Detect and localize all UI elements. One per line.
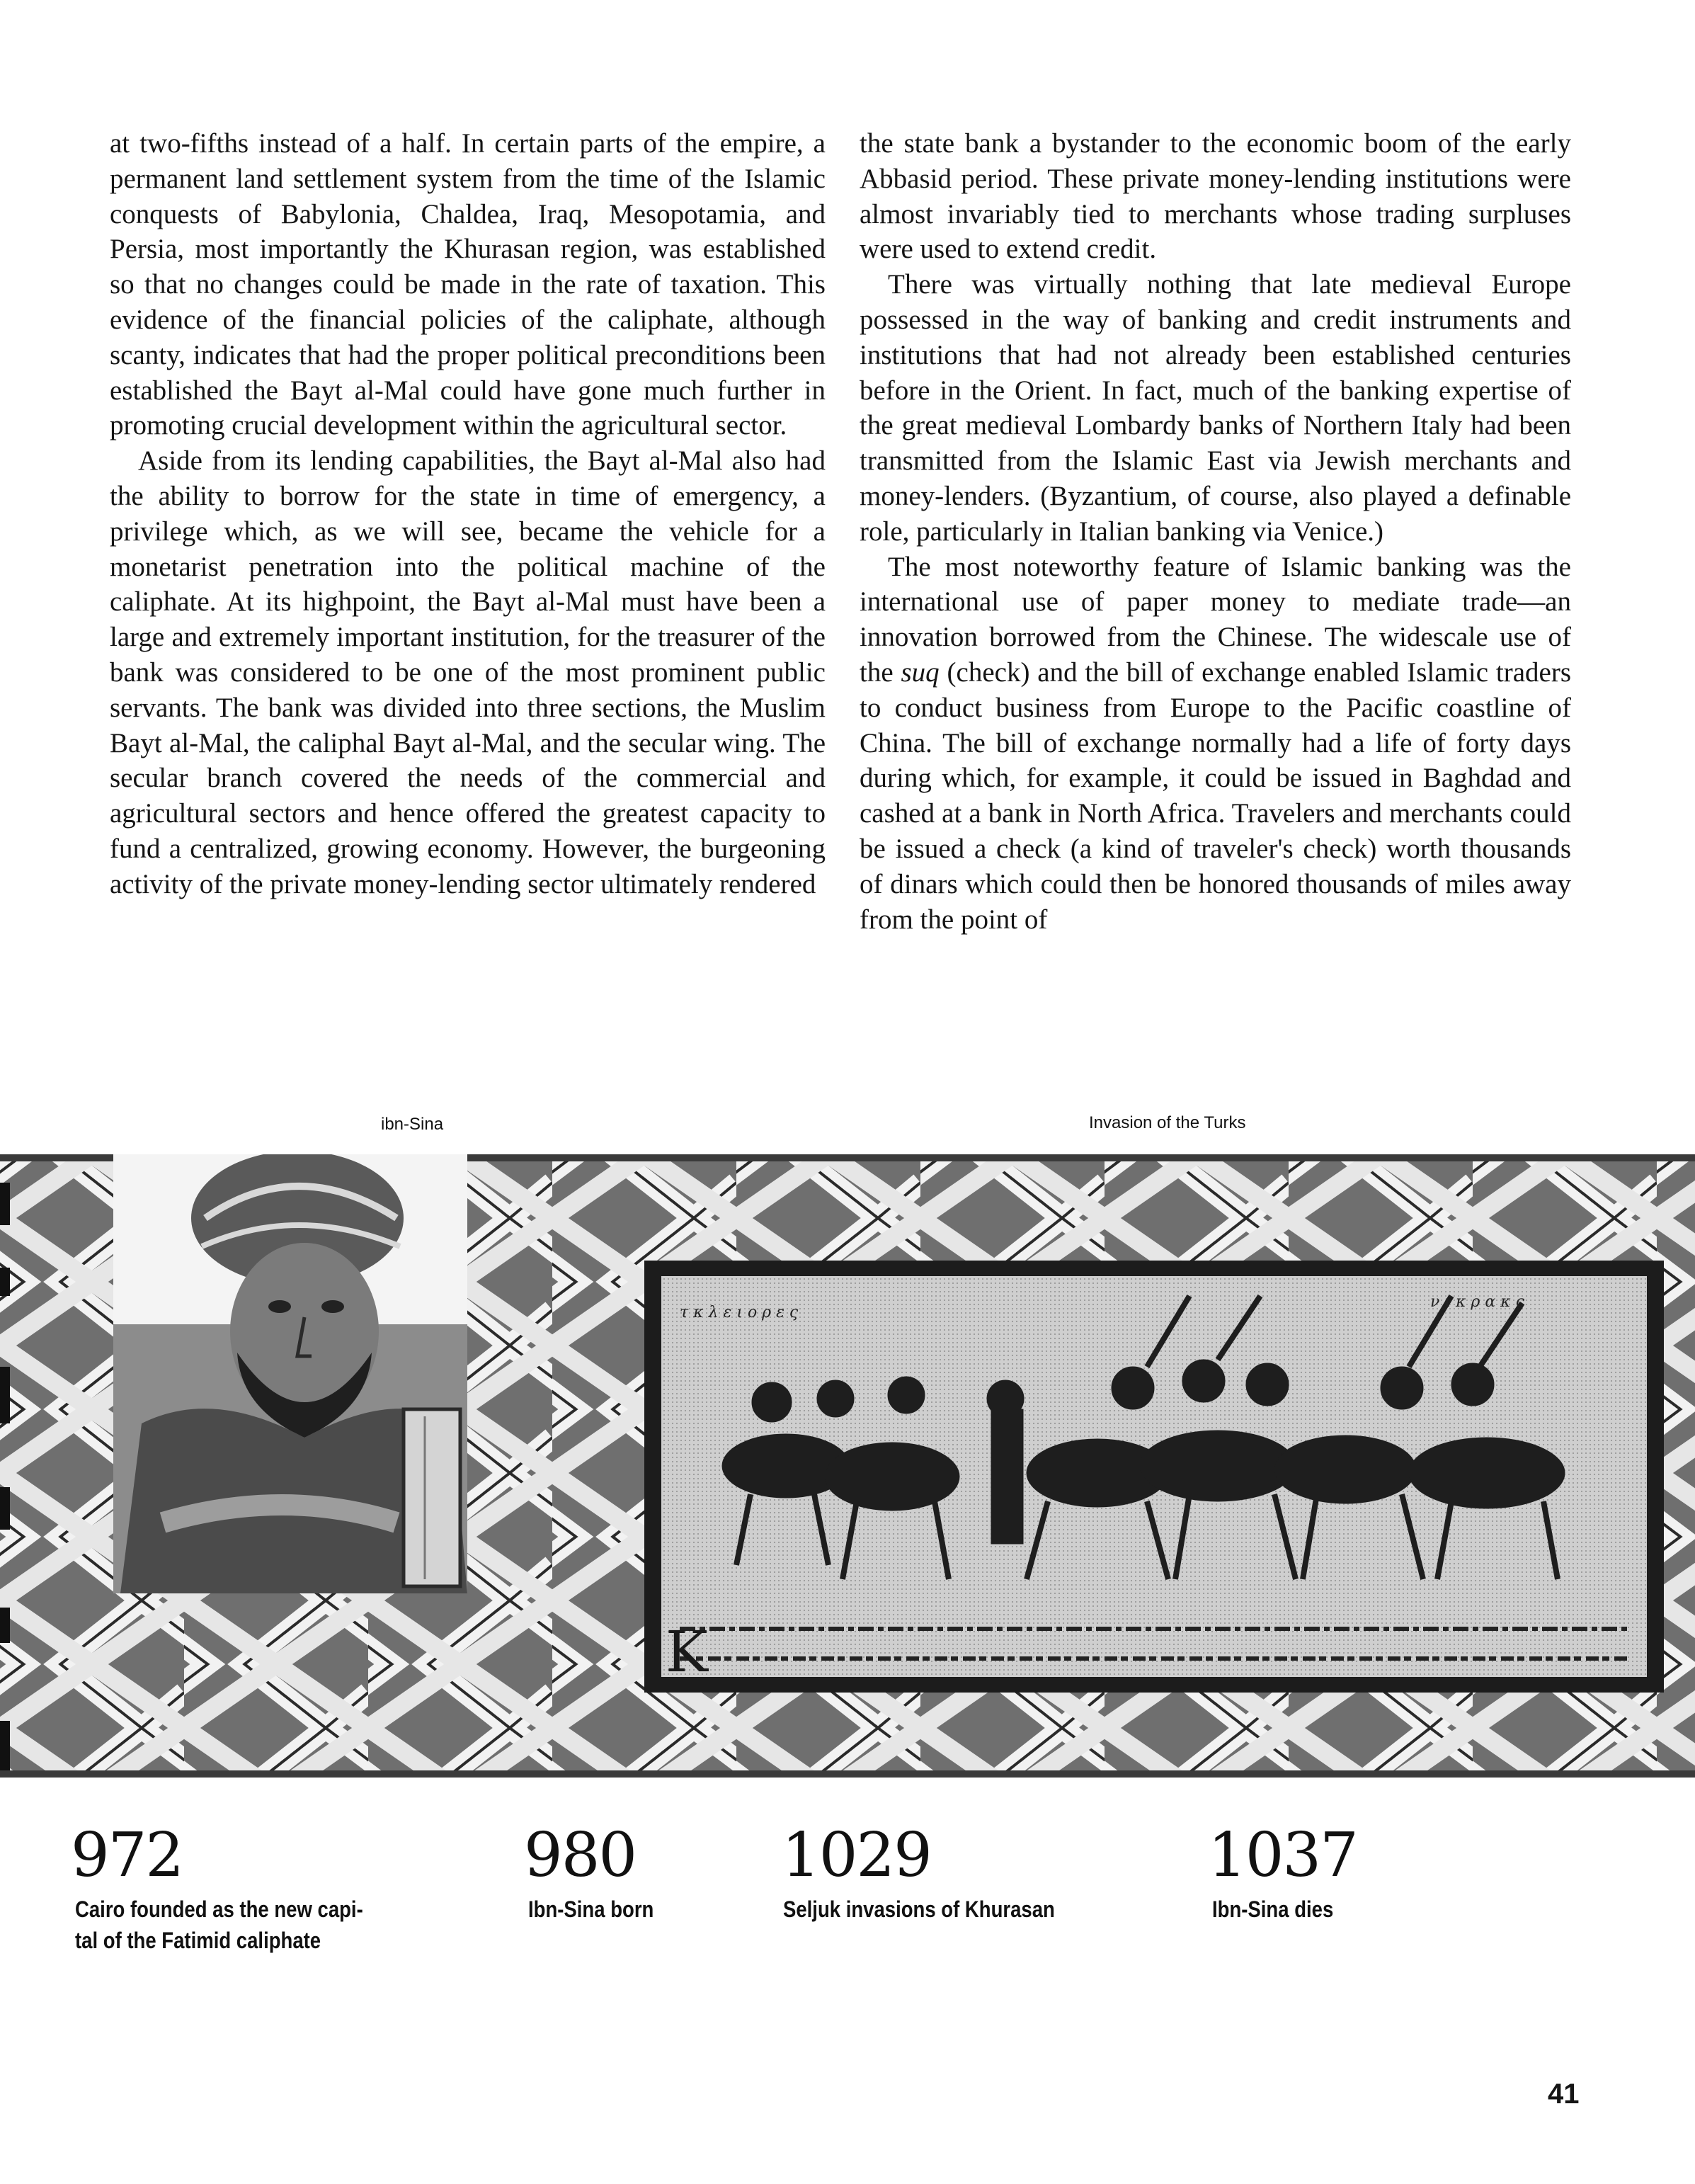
timeline-text-1029 bbox=[783, 1894, 1055, 1925]
timeline-text-line: Cairo founded as the new capi- bbox=[75, 1896, 363, 1922]
timeline-text-line: Seljuk invasions of Khurasan bbox=[783, 1896, 1055, 1922]
illustration-band bbox=[0, 1154, 1695, 1778]
right-text-column bbox=[860, 126, 1571, 937]
svg-text:τ κ λ ε ι ο ρ ε ς: τ κ λ ε ι ο ρ ε ς bbox=[680, 1304, 799, 1321]
right-paragraph-1: the state bank a bystander to the economic boom of the early Abbasid period. These private money-lending institutions were almost invariably tied to merchants whose trading surpluses were used to extend credit. bbox=[860, 128, 1571, 265]
timeline-text-980 bbox=[528, 1894, 654, 1925]
timeline-text-line: Ibn-Sina born bbox=[528, 1896, 654, 1922]
left-paragraph-1: at two-fifths instead of a half. In certain parts of the empire, a permanent land settlement system from the time of the Islamic conquests of Babylonia, Chaldea, Iraq, Mesopotamia, and Persia, most importantly the Khurasan region, was established so that no changes could be made in the rate of taxation. This evidence of the financial policies of the caliphate, although scanty, indicates that had the proper political preconditions been established the Bayt al-Mal could have gone much further in promoting crucial development within the agricultural sector. bbox=[110, 128, 826, 441]
timeline-year-972: 972 bbox=[71, 1820, 183, 1891]
timeline-text-line: tal of the Fatimid caliphate bbox=[75, 1928, 321, 1953]
ibn-sina-portrait bbox=[113, 1154, 467, 1593]
suq-term: suq bbox=[901, 656, 940, 688]
left-paragraph-2: Aside from its lending capabilities, the Bayt al-Mal also had the ability to borrow for the state in time of emergency, a privilege which, as we will see, became the vehicle for a monetarist penetration into the political machine of the caliphate. At its highpoint, the Bayt al-Mal must have been a large and extremely important institution, for the treasurer of the bank was considered to be one of the most prominent public servants. The bank was divided into three sections, the Muslim Bayt al-Mal, the caliphal Bayt al-Mal, and the secular wing. The secular branch covered the needs of the commercial and agricultural sectors and hence offered the greatest capacity to fund a centralized, growing economy. However, the burgeoning activity of the private money-lending sector ultimately rendered bbox=[110, 445, 826, 899]
manuscript-caption: Invasion of the Turks bbox=[1089, 1113, 1246, 1132]
page-number: 41 bbox=[1548, 2078, 1580, 2110]
left-text-column bbox=[110, 126, 826, 902]
timeline-year-1029: 1029 bbox=[782, 1820, 931, 1891]
timeline-text-972 bbox=[75, 1894, 363, 1956]
svg-text:K: K bbox=[666, 1619, 708, 1685]
timeline-year-1037: 1037 bbox=[1208, 1820, 1357, 1891]
timeline-text-line: Ibn-Sina dies bbox=[1212, 1896, 1334, 1922]
timeline-text-1037 bbox=[1212, 1894, 1333, 1925]
svg-text:ν ι κ ρ α κ ς: ν ι κ ρ α κ ς bbox=[1430, 1293, 1524, 1311]
timeline-year-980: 980 bbox=[524, 1820, 637, 1891]
paragraph-3-lead: The most noteworthy feature of Islamic banking was the international use of paper money to mediate trade—an innovation borrowed from the Chinese. The widescale use of the bbox=[860, 551, 1571, 688]
right-paragraph-3 bbox=[860, 550, 1571, 938]
portrait-caption: ibn-Sina bbox=[381, 1115, 444, 1134]
right-paragraph-2: There was virtually nothing that late medieval Europe possessed in the way of banking and credit instruments and institutions that had not already been established centuries before in the Orient. In fact, much of the banking expertise of the great medieval Lombardy banks of Northern Italy had been transmitted from the Islamic East via Jewish merchants and money-lenders. (Byzantium, of course, also played a definable role, particularly in Italian banking via Venice.) bbox=[860, 269, 1571, 547]
turks-manuscript-image bbox=[644, 1261, 1664, 1693]
paragraph-3-rest: (check) and the bill of exchange enabled Islamic traders to conduct business from Europe to the Pacific coastline of China. The bill of exchange normally had a life of forty days during which, for example, it could be issued in Baghdad and cashed at a bank in North Africa. Travelers and merchants could be issued a check (a kind of traveler's check) worth thousands of dinars which could then be honored thousands of miles away from the point of bbox=[860, 656, 1571, 935]
